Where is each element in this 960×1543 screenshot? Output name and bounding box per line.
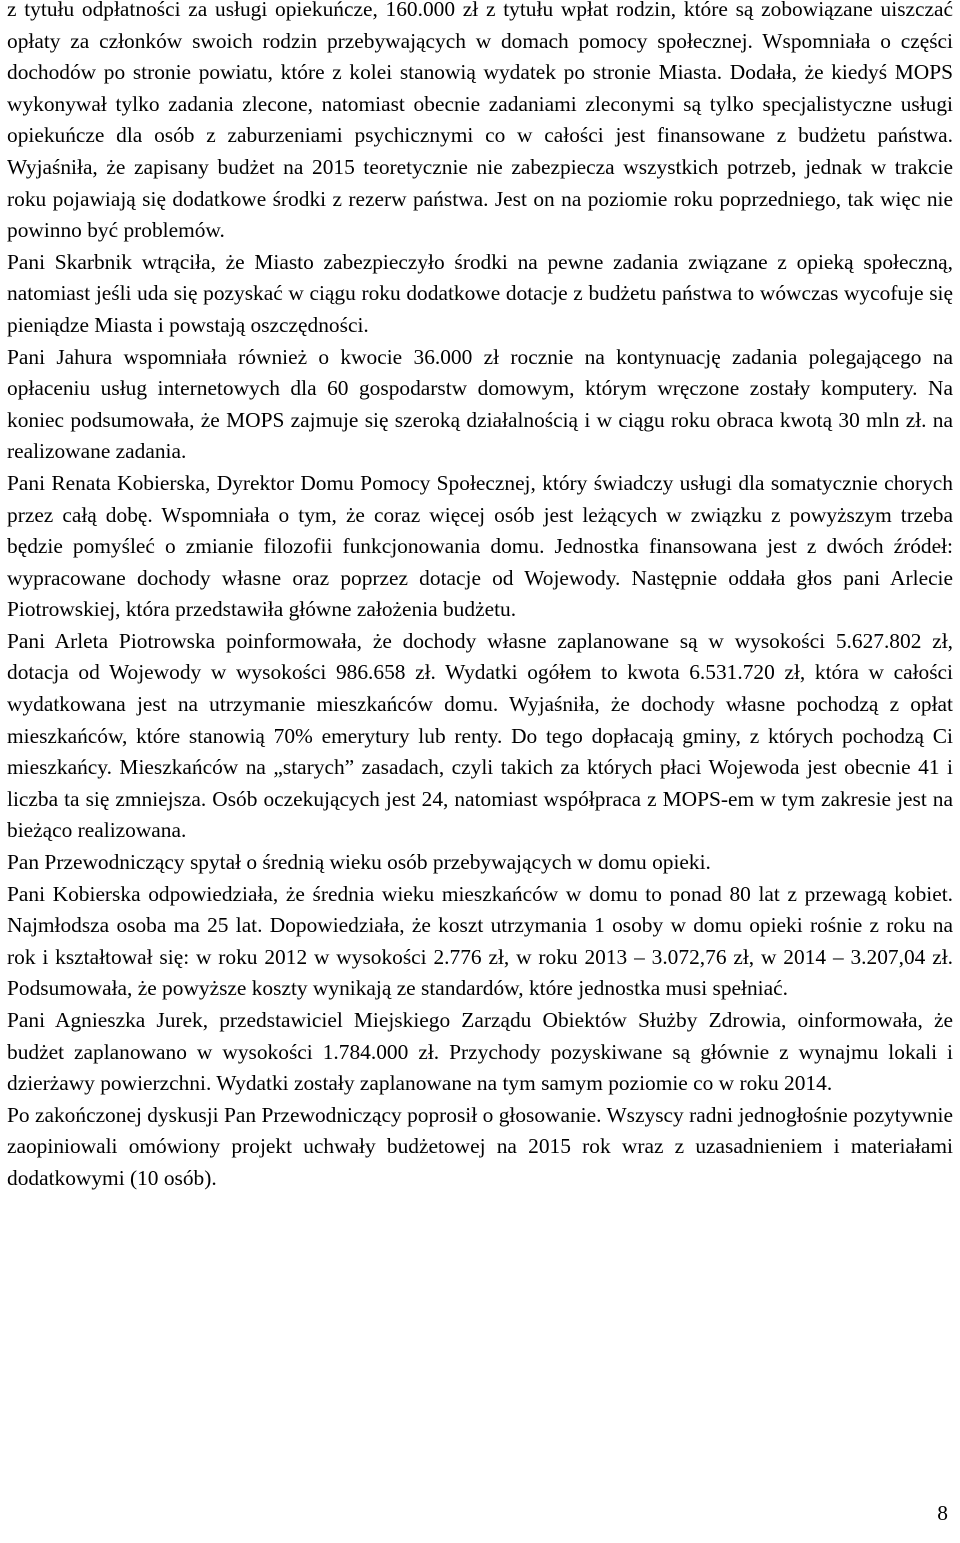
- paragraph-piotrowska: Pani Arleta Piotrowska poinformowała, że dochody własne zaplanowane są w wysokości 5.627.802 zł, dotacja od Wojewody w wysokości 986.658 zł. Wydatki ogółem to kwota 6.531.720 zł, która w całości wydatkowana jest na utrzymanie mieszkańców domu. Wyjaśniła, że dochody własne pochodzą z opłat mieszkańców, które stanowią 70% emerytury lub renty. Do tego dopłacają gminy, z których pochodzą Ci mieszkańcy. Mieszkańców na „starych” zasadach, czyli takich za których płaci Wojewoda jest obecnie 41 i liczba ta się zmniejsza. Osób oczekujących jest 24, natomiast współpraca z MOPS-em w tym zakresie jest na bieżąco realizowana.: [7, 628, 953, 843]
- page-number: 8: [937, 1501, 948, 1525]
- paragraph-kobierska-dps: Pani Renata Kobierska, Dyrektor Domu Pomocy Społecznej, który świadczy usługi dla somatycznie chorych przez całą dobę. Wspomniała o tym, że coraz więcej osób jest leżących w związku z powyższym trzeba będzie pomyśleć o zmianie filozofii funkcjonowania domu. Jednostka finansowana jest z dwóch źródeł: wypracowane dochody własne oraz poprzez dotacje od Wojewody. Następnie oddała głos pani Arlecie Piotrowskiej, która przedstawiła główne założenia budżetu.: [7, 470, 953, 622]
- document-body: [7, 0, 953, 1195]
- paragraph-kobierska-answer: Pani Kobierska odpowiedziała, że średnia wieku mieszkańców w domu to ponad 80 lat z przewagą kobiet. Najmłodsza osoba ma 25 lat. Dopowiedziała, że koszt utrzymania 1 osoby w domu opieki rośnie z roku na rok i kształtował się: w roku 2012 w wysokości 2.776 zł, w roku 2013 – 3.072,76 zł, w 2014 – 3.207,04 zł. Podsumowała, że powyższe koszty wynikają ze standardów, które jednostka musi spełniać.: [7, 881, 953, 1001]
- paragraph-skarbnik: Pani Skarbnik wtrąciła, że Miasto zabezpieczyło środki na pewne zadania związane z opieką społeczną, natomiast jeśli uda się pozyskać w ciągu roku dodatkowe dotacje z budżetu państwa to wówczas wycofuje się pieniądze Miasta i powstają oszczędności.: [7, 249, 953, 337]
- paragraph-voting: Po zakończonej dyskusji Pan Przewodniczący poprosił o głosowanie. Wszyscy radni jednogłośnie pozytywnie zaopiniowali omówiony projekt uchwały budżetowej na 2015 rok wraz z uzasadnieniem i materiałami dodatkowymi (10 osób).: [7, 1102, 953, 1190]
- paragraph-przewodniczacy-question: Pan Przewodniczący spytał o średnią wieku osób przebywających w domu opieki.: [7, 850, 711, 875]
- paragraph-jahura: Pani Jahura wspomniała również o kwocie 36.000 zł rocznie na kontynuację zadania polegającego na opłaceniu usług internetowych dla 60 gospodarstw domowym, którym wręczone zostały komputery. Na koniec podsumowała, że MOPS zajmuje się szeroką działalnością i w ciągu roku obraca kwotą 30 mln zł. na realizowane zadania.: [7, 344, 953, 464]
- paragraph-mops-budget: z tytułu odpłatności za usługi opiekuńcze, 160.000 zł z tytułu wpłat rodzin, które są zobowiązane uiszczać opłaty za członków swoich rodzin przebywających w domach pomocy społecznej. Wspomniała o części dochodów po stronie powiatu, które z kolei stanowią wydatek po stronie Miasta. Dodała, że kiedyś MOPS wykonywał tylko zadania zlecone, natomiast obecnie zadaniami zleconymi są tylko specjalistyczne usługi opiekuńcze dla osób z zaburzeniami psychicznymi co w całości jest finansowane z budżetu państwa. Wyjaśniła, że zapisany budżet na 2015 teoretycznie nie zabezpiecza wszystkich potrzeb, jednak w trakcie roku pojawiają się dodatkowe środki z rezerw państwa. Jest on na poziomie roku poprzedniego, tak więc nie powinno być problemów.: [7, 0, 953, 243]
- paragraph-jurek: Pani Agnieszka Jurek, przedstawiciel Miejskiego Zarządu Obiektów Służby Zdrowia, oinformowała, że budżet zaplanowano w wysokości 1.784.000 zł. Przychody pozyskiwane są głównie z wynajmu lokali i dzierżawy powierzchni. Wydatki zostały zaplanowane na tym samym poziomie co w roku 2014.: [7, 1008, 953, 1096]
